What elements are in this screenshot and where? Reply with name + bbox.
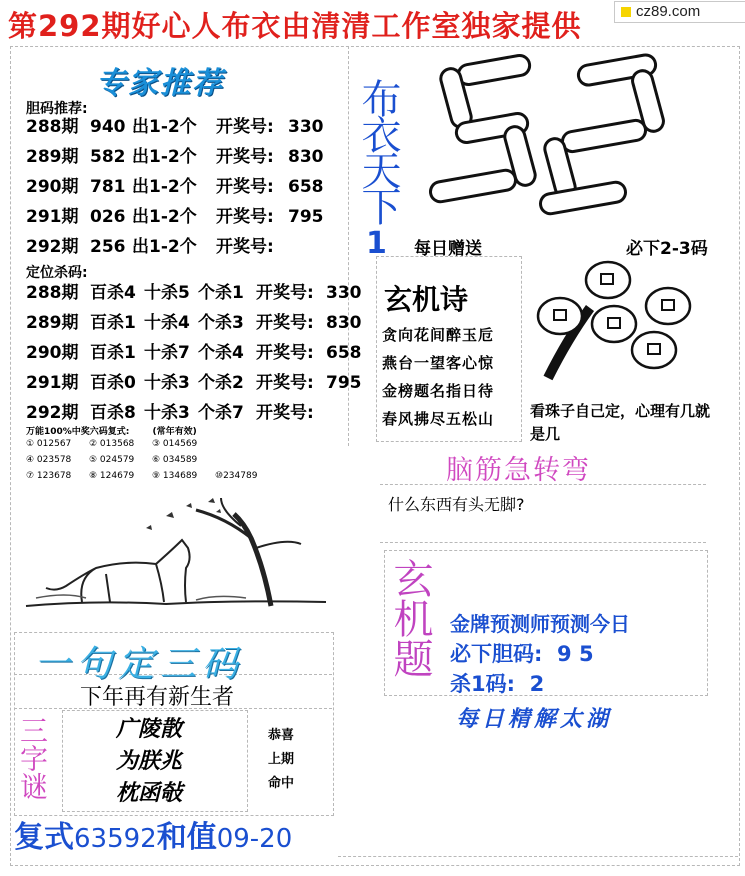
prize: 330	[288, 117, 324, 137]
nums: 026	[90, 207, 126, 227]
gold-kill-code: 杀1码: 2	[450, 672, 545, 696]
issue: 288期	[26, 283, 79, 303]
rule: 出1-2个	[132, 117, 197, 137]
hundreds-kill: 百杀4	[90, 283, 136, 303]
sum-label: 和值	[156, 820, 217, 855]
sum-value: 09-20	[216, 824, 293, 854]
xuanji-heading: 玄机题	[387, 558, 433, 678]
combo-row	[26, 468, 278, 484]
combo-label: 万能100%中奖六码复式:	[26, 427, 130, 437]
must-pick-label: 必下2-3码	[626, 239, 708, 259]
riddle-question: 什么东西有头无脚?	[388, 495, 525, 514]
expert-heading: 专家推荐	[96, 66, 224, 101]
issue: 292期	[26, 403, 79, 423]
nums: 582	[90, 147, 126, 167]
nums: 256	[90, 237, 126, 257]
prize-label: 开奖号:	[216, 117, 274, 137]
one-line-answer: 下年再有新生者	[80, 685, 235, 710]
pearls-note: 看珠子自己定，心理有几就是几	[530, 402, 711, 443]
prize: 795	[288, 207, 324, 227]
kill-code-row	[26, 308, 362, 338]
poem-line: 金榜题名指日待	[382, 382, 495, 400]
fushi-label: 复式	[14, 820, 74, 855]
rule: 出1-2个	[132, 237, 197, 257]
daily-gift-label: 每日赠送	[414, 239, 482, 259]
issue: 288期	[26, 117, 79, 137]
combo-item: ⑥ 034589	[152, 455, 198, 465]
issue: 289期	[26, 313, 79, 333]
bold-code-list	[26, 112, 324, 262]
combo-item: ⑤ 024579	[89, 455, 135, 465]
three-char-line: 为朕兆	[116, 748, 183, 774]
nums: 781	[90, 177, 126, 197]
hundreds-kill: 百杀8	[90, 403, 136, 423]
issue: 291期	[26, 373, 79, 393]
poem-line: 贪向花间醉玉卮	[382, 326, 495, 344]
tens-kill: 十杀3	[144, 373, 190, 393]
tens-kill: 十杀4	[144, 313, 190, 333]
bold-code-row	[26, 232, 324, 262]
site-logo-icon	[621, 7, 631, 17]
units-kill: 个杀1	[198, 283, 244, 303]
tens-kill: 十杀7	[144, 343, 190, 363]
buyi-heading: 布衣天下	[355, 78, 401, 222]
bold-code-row	[26, 142, 324, 172]
poem-line: 春风拂尽五松山	[382, 410, 495, 428]
hundreds-kill: 百杀1	[90, 313, 136, 333]
prize-label: 开奖号:	[256, 343, 314, 363]
prize-label: 开奖号:	[216, 177, 274, 197]
combo-item: ⑩234789	[215, 471, 258, 481]
prize: 830	[326, 313, 362, 333]
three-char-line: 枕函敧	[116, 780, 183, 806]
page-title: 第292期好心人布衣由清清工作室独家提供	[8, 9, 582, 43]
hundreds-kill: 百杀0	[90, 373, 136, 393]
combo-item: ② 013568	[89, 439, 135, 449]
combo-item: ⑧ 124679	[89, 471, 135, 481]
combo-item: ④ 023578	[26, 455, 72, 465]
three-char-line: 广陵散	[116, 716, 183, 742]
prize: 658	[288, 177, 324, 197]
riddle-divider-2	[380, 542, 706, 543]
prize-label: 开奖号:	[216, 207, 274, 227]
issue: 289期	[26, 147, 79, 167]
combo-item: ⑦ 123678	[26, 471, 72, 481]
tens-kill: 十杀3	[144, 403, 190, 423]
combo-item: ① 012567	[26, 439, 72, 449]
rule: 出1-2个	[132, 147, 197, 167]
congrats-line: 命中	[268, 776, 295, 791]
prize-label: 开奖号:	[256, 373, 314, 393]
combo-note: (常年有效)	[152, 427, 197, 437]
big-number-graphic	[410, 48, 710, 228]
site-badge[interactable]	[614, 1, 745, 23]
tens-kill: 十杀5	[144, 283, 190, 303]
prize-label: 开奖号:	[216, 147, 274, 167]
coins-illustration	[528, 258, 708, 398]
prize: 830	[288, 147, 324, 167]
issue: 291期	[26, 207, 79, 227]
combo-item: ⑨ 134689	[152, 471, 198, 481]
prize-label: 开奖号:	[216, 237, 274, 257]
rule: 出1-2个	[132, 177, 197, 197]
prize-label: 开奖号:	[256, 283, 314, 303]
units-kill: 个杀4	[198, 343, 244, 363]
prize-label: 开奖号:	[256, 403, 314, 423]
kill-code-list	[26, 278, 362, 428]
combo-list	[26, 436, 278, 484]
prize: 658	[326, 343, 362, 363]
poem-title: 玄机诗	[384, 283, 469, 316]
kill-code-row	[26, 278, 362, 308]
wolf-tree-illustration	[16, 488, 346, 628]
site-badge-text: cz89.com	[636, 3, 701, 20]
issue: 292期	[26, 237, 79, 257]
prize: 795	[326, 373, 362, 393]
riddle-title: 脑筋急转弯	[446, 455, 591, 486]
units-kill: 个杀7	[198, 403, 244, 423]
nums: 940	[90, 117, 126, 137]
fushi-value: 63592	[74, 824, 157, 854]
hundreds-kill: 百杀1	[90, 343, 136, 363]
congrats-line: 恭喜	[268, 728, 295, 743]
issue: 290期	[26, 343, 79, 363]
taihu-heading: 每日精解太湖	[456, 707, 613, 732]
combo-item: ③ 014569	[152, 439, 198, 449]
poem-line: 燕台一望客心惊	[382, 354, 495, 372]
bold-code-row	[26, 202, 324, 232]
gold-predictor-title: 金牌预测师预测今日	[450, 612, 630, 636]
one-line-heading: 一句定三码	[34, 644, 245, 685]
bold-code-label: 胆码推荐:	[26, 101, 88, 117]
combo-row	[26, 452, 278, 468]
buyi-number: 1	[366, 226, 387, 261]
prize-label: 开奖号:	[256, 313, 314, 333]
prize: 330	[326, 283, 362, 303]
gold-bold-pick: 必下胆码: 9 5	[450, 642, 594, 666]
bottom-divider	[338, 856, 738, 857]
fushi-line	[14, 812, 292, 856]
three-char-heading: 三字谜	[16, 716, 49, 800]
issue: 290期	[26, 177, 79, 197]
kill-code-label: 定位杀码:	[26, 265, 88, 281]
units-kill: 个杀2	[198, 373, 244, 393]
combo-row	[26, 436, 278, 452]
bold-code-row	[26, 112, 324, 142]
kill-code-row	[26, 368, 362, 398]
units-kill: 个杀3	[198, 313, 244, 333]
rule: 出1-2个	[132, 207, 197, 227]
kill-code-row	[26, 338, 362, 368]
congrats-line: 上期	[268, 752, 295, 767]
bold-code-row	[26, 172, 324, 202]
